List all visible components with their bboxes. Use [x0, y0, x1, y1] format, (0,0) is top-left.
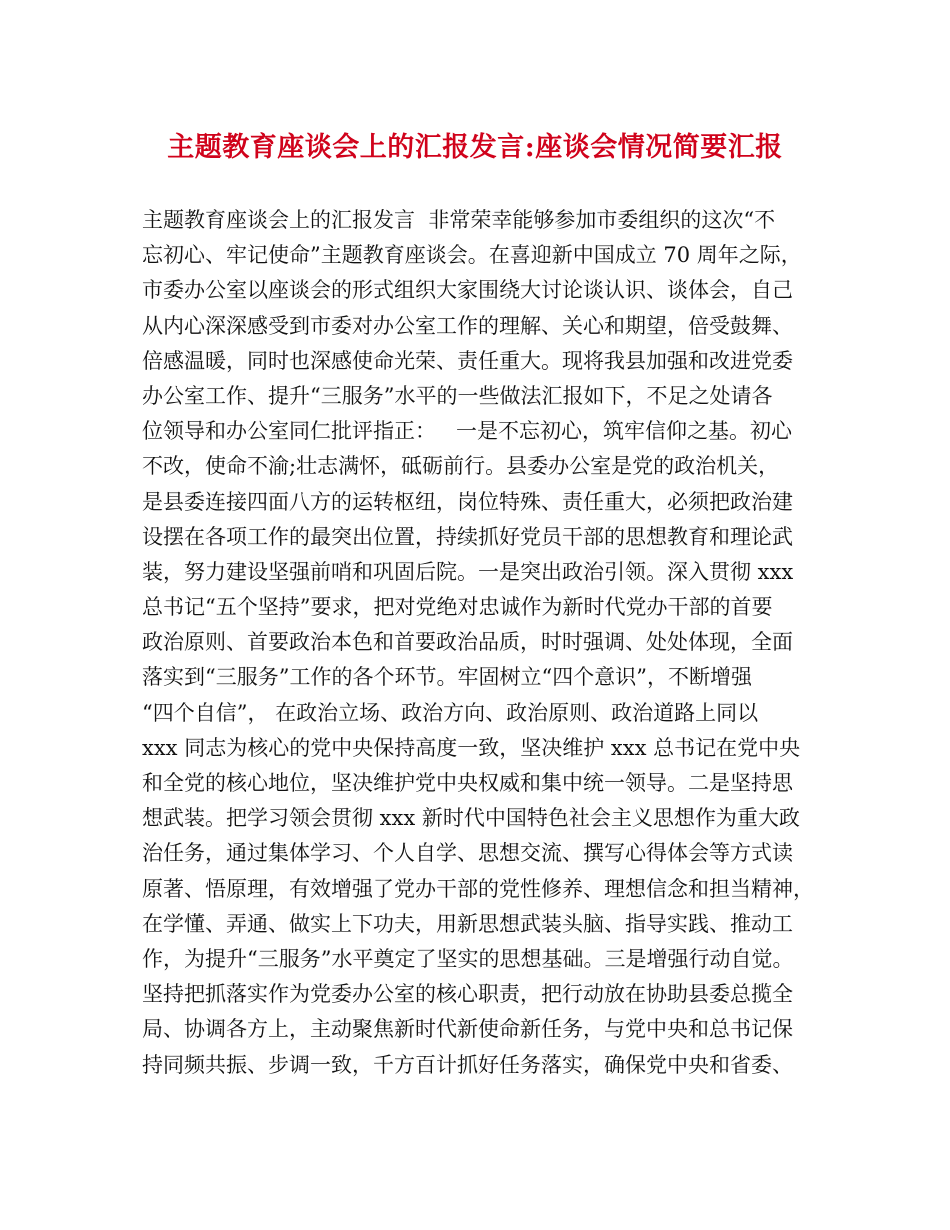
- body-line: 是县委连接四面八方的运转枢纽，岗位特殊、责任重大，必须把政治建: [142, 489, 793, 514]
- body-line: 原著、悟原理，有效增强了党办干部的党性修养、理想信念和担当精神，: [142, 876, 814, 901]
- body-line: 想武装。把学习领会贯彻 xxx 新时代中国特色社会主义思想作为重大政: [142, 806, 800, 831]
- body-line: 装，努力建设坚强前哨和巩固后院。一是突出政治引领。深入贯彻 xxx: [142, 559, 794, 584]
- body-line: 办公室工作、提升“三服务”水平的一些做法汇报如下，不足之处请各: [142, 383, 773, 408]
- body-line: 总书记“五个坚持”要求，把对党绝对忠诚作为新时代党办干部的首要: [142, 595, 773, 620]
- body-line: “四个自信”， 在政治立场、政治方向、政治原则、政治道路上同以: [142, 700, 759, 725]
- body-line: 设摆在各项工作的最突出位置，持续抓好党员干部的思想教育和理论武: [142, 524, 793, 549]
- body-line: 政治原则、首要政治本色和首要政治品质，时时强调、处处体现，全面: [142, 630, 793, 655]
- body-line: 在学懂、弄通、做实上下功夫，用新思想武装头脑、指导实践、推动工: [142, 911, 793, 936]
- body-line: 持同频共振、步调一致，千方百计抓好任务落实，确保党中央和省委、: [142, 1052, 793, 1077]
- body-line: 局、协调各方上，主动聚焦新时代新使命新任务，与党中央和总书记保: [142, 1017, 793, 1042]
- body-line: xxx 同志为核心的党中央保持高度一致，坚决维护 xxx 总书记在党中央: [142, 735, 801, 760]
- body-line: 坚持把抓落实作为党委办公室的核心职责，把行动放在协助县委总揽全: [142, 982, 793, 1007]
- document-title: 主题教育座谈会上的汇报发言:座谈会情况简要汇报: [167, 132, 783, 163]
- body-line: 落实到“三服务”工作的各个环节。牢固树立“四个意识”，不断增强: [142, 665, 752, 690]
- body-line: 治任务，通过集体学习、个人自学、思想交流、撰写心得体会等方式读: [142, 841, 793, 866]
- body-line: 从内心深深感受到市委对办公室工作的理解、关心和期望，倍受鼓舞、: [142, 313, 793, 338]
- body-line: 和全党的核心地位，坚决维护党中央权威和集中统一领导。二是坚持思: [142, 771, 793, 795]
- body-line: 主题教育座谈会上的汇报发言 非常荣幸能够参加市委组织的这次“不: [142, 208, 776, 232]
- document-body: [142, 203, 832, 1083]
- body-line: 市委办公室以座谈会的形式组织大家围绕大讨论谈认识、谈体会，自己: [142, 278, 793, 303]
- body-line: 忘初心、牢记使命”主题教育座谈会。在喜迎新中国成立 70 周年之际，: [142, 243, 802, 268]
- body-line: 倍感温暖，同时也深感使命光荣、责任重大。现将我县加强和改进党委: [142, 348, 793, 373]
- body-line: 位领导和办公室同仁批评指正： 一是不忘初心，筑牢信仰之基。初心: [142, 419, 793, 444]
- body-line: 不改，使命不渝;壮志满怀，砥砺前行。县委办公室是党的政治机关，: [142, 454, 780, 479]
- body-line: 作，为提升“三服务”水平奠定了坚实的思想基础。三是增强行动自觉。: [142, 946, 794, 971]
